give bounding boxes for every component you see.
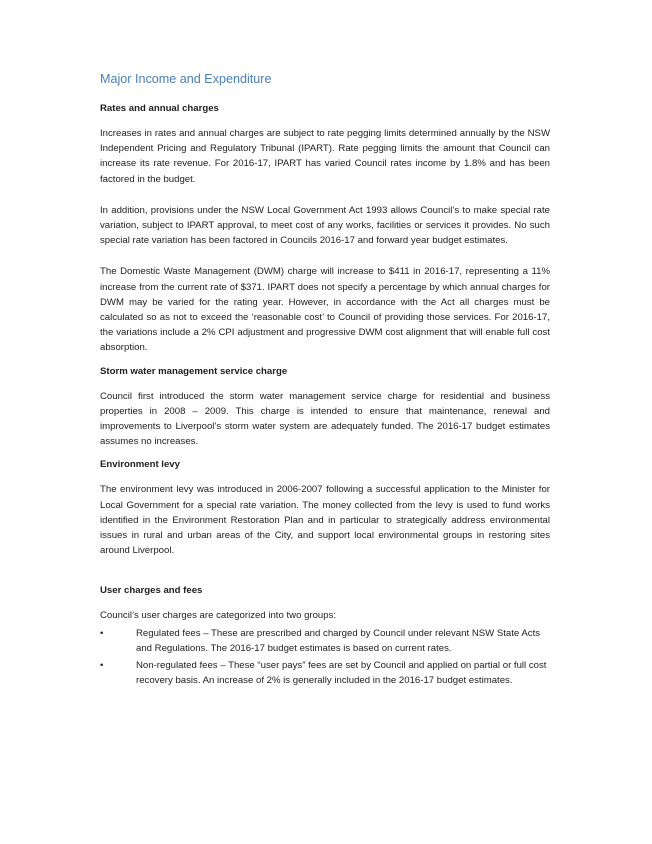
user-charges-heading: User charges and fees [100,585,203,597]
spacer [100,567,550,584]
list-item-text: Regulated fees – These are prescribed and charged by Council under relevant NSW State Acts and Regulations. The 2016-17 budget estimates is based on current rates. [136,627,541,654]
bullet-icon: • [100,627,104,639]
user-charges-list [100,626,550,689]
rates-paragraph-3: The Domestic Waste Management (DWM) charge will increase to $411 in 2016-17, representing a 11% increase from the current rate of $371. IPART does not specify a percentage by which annual charges for DWM may be varied for the rating year. However, in accordance with the Act all charges must be calculated so as not to exceed the ‘reasonable cost’ to Council of providing those services. For 2016-17, the variations include a 2% CPI adjustment and progressive DWM cost alignment that will enable full cost absorption. [100,266,550,354]
rates-paragraph-2: In addition, provisions under the NSW Local Government Act 1993 allows Council’s to make special rate variation, subject to IPART approval, to meet cost of any works, facilities or services it provides. No such special rate variation has been factored in Councils 2016-17 and forward year budget estimates. [100,204,550,247]
rates-heading: Rates and annual charges [100,103,219,114]
environment-paragraph-1: The environment levy was introduced in 2006-2007 following a successful application to the Minister for Local Government for a special rate variation. The money collected from the levy is used to fund works identified in the Environment Restoration Plan and in particular to strategically address environmental issues in rural and urban areas of the City, and support local environmental groups in restoring sites around Liverpool. [100,484,550,557]
list-item [100,626,550,656]
spacer [100,196,550,203]
list-item-text: Non-regulated fees – These “user pays” fees are set by Council and applied on partial or full cost recovery basis. An increase of 2% is generally included in the 2016-17 budget estimates. [136,660,547,687]
user-charges-intro: Council’s user charges are categorized into two groups: [100,610,337,622]
spacer [100,257,550,264]
list-item [100,658,550,688]
environment-heading: Environment levy [100,459,180,471]
document-page [100,70,550,690]
storm-paragraph-1: Council first introduced the storm water management service charge for residential and business properties in 2008 – 2009. This charge is intended to ensure that maintenance, renewal and improvements to Liverpool’s storm water system are adequately funded. The 2016-17 budget estimates assumes no increases. [100,390,550,448]
bullet-icon: • [100,660,104,672]
section-title: Major Income and Expenditure [100,72,272,86]
rates-paragraph-1: Increases in rates and annual charges are subject to rate pegging limits determined annually by the NSW Independent Pricing and Regulatory Tribunal (IPART). Rate pegging limits the amount that Council can increase its rate revenue. For 2016-17, IPART has varied Council rates income by 1.8% and has been factored in the budget. [100,128,550,185]
storm-heading: Storm water management service charge [100,365,288,377]
